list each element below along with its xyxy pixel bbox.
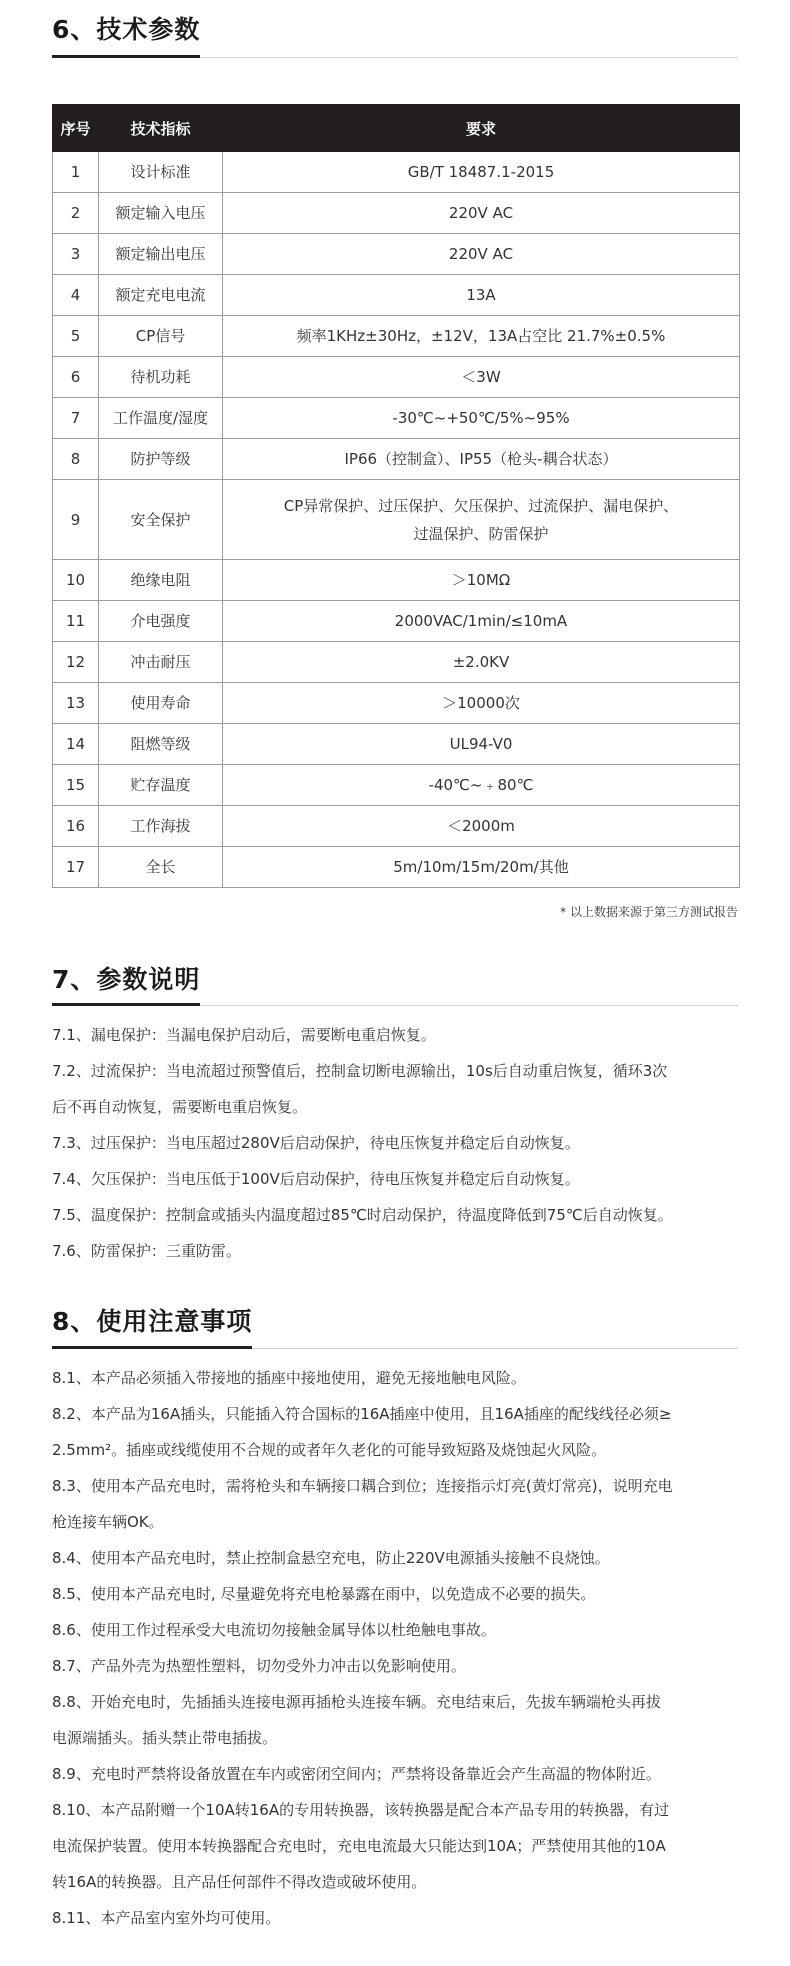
row-no: 12 bbox=[53, 642, 99, 683]
row-no: 3 bbox=[53, 234, 99, 275]
notice-line: 电流保护装置。使用本转换器配合充电时，充电电流最大只能达到10A；严禁使用其他的10A bbox=[52, 1837, 666, 1855]
row-name: 安全保护 bbox=[99, 480, 223, 560]
table-row bbox=[53, 439, 740, 480]
row-req: ＜2000m bbox=[223, 806, 740, 847]
row-name: 额定输出电压 bbox=[99, 234, 223, 275]
row-req: 2000VAC/1min/≤10mA bbox=[223, 601, 740, 642]
param-line: 7.4、欠压保护：当电压低于100V后启动保护，待电压恢复并稳定后自动恢复。 bbox=[52, 1170, 580, 1188]
row-name: 工作温度/湿度 bbox=[99, 398, 223, 439]
row-name: CP信号 bbox=[99, 316, 223, 357]
row-no: 7 bbox=[53, 398, 99, 439]
param-line: 7.1、漏电保护：当漏电保护启动后，需要断电重启恢复。 bbox=[52, 1026, 436, 1044]
row-no: 5 bbox=[53, 316, 99, 357]
table-row bbox=[53, 724, 740, 765]
table-row bbox=[53, 601, 740, 642]
row-no: 1 bbox=[53, 152, 99, 193]
row-name: 工作海拔 bbox=[99, 806, 223, 847]
notice-line: 8.11、本产品室内室外均可使用。 bbox=[52, 1909, 281, 1927]
table-row bbox=[53, 357, 740, 398]
row-name: 待机功耗 bbox=[99, 357, 223, 398]
row-name: 设计标准 bbox=[99, 152, 223, 193]
param-line: 7.2、过流保护：当电流超过预警值后，控制盒切断电源输出，10s后自动重启恢复，循环3次 bbox=[52, 1062, 668, 1080]
row-no: 16 bbox=[53, 806, 99, 847]
notice-line: 8.3、使用本产品充电时，需将枪头和车辆接口耦合到位；连接指示灯亮(黄灯常亮)，说明充电 bbox=[52, 1477, 673, 1495]
row-no: 15 bbox=[53, 765, 99, 806]
section-8-title: 8、使用注意事项 bbox=[52, 1307, 253, 1336]
row-req: -30℃~+50℃/5%~95% bbox=[223, 398, 740, 439]
row-no: 2 bbox=[53, 193, 99, 234]
table-header-row bbox=[53, 105, 740, 152]
row-req: GB/T 18487.1-2015 bbox=[223, 152, 740, 193]
notice-line: 8.10、本产品附赠一个10A转16A的专用转换器，该转换器是配合本产品专用的转换器，有过 bbox=[52, 1801, 670, 1819]
row-name: 防护等级 bbox=[99, 439, 223, 480]
section-6-accent bbox=[52, 55, 200, 58]
row-no: 10 bbox=[53, 560, 99, 601]
header-req: 要求 bbox=[223, 105, 740, 152]
notice-line: 8.4、使用本产品充电时，禁止控制盒悬空充电，防止220V电源插头接触不良烧蚀。 bbox=[52, 1549, 610, 1567]
section-6-title: 6、技术参数 bbox=[52, 15, 201, 44]
table-row bbox=[53, 193, 740, 234]
row-req: ＞10000次 bbox=[223, 683, 740, 724]
row-req: ＞10MΩ bbox=[223, 560, 740, 601]
tech-params-table bbox=[52, 104, 740, 888]
section-7-accent bbox=[52, 1003, 200, 1006]
table-row bbox=[53, 275, 740, 316]
table-row bbox=[53, 847, 740, 888]
table-row bbox=[53, 683, 740, 724]
row-name: 额定输入电压 bbox=[99, 193, 223, 234]
table-row bbox=[53, 480, 740, 560]
row-req: ＜3W bbox=[223, 357, 740, 398]
row-name: 贮存温度 bbox=[99, 765, 223, 806]
table-row bbox=[53, 234, 740, 275]
table-row bbox=[53, 316, 740, 357]
row-req: 220V AC bbox=[223, 193, 740, 234]
notice-line: 电源端插头。插头禁止带电插拔。 bbox=[52, 1729, 278, 1747]
table-row bbox=[53, 398, 740, 439]
row-req-line: 过温保护、防雷保护 bbox=[413, 524, 549, 543]
param-line: 后不再自动恢复，需要断电重启恢复。 bbox=[52, 1098, 308, 1116]
notice-line: 8.8、开始充电时，先插插头连接电源再插枪头连接车辆。充电结束后，先拔车辆端枪头再拔 bbox=[52, 1693, 661, 1711]
row-req bbox=[223, 480, 740, 560]
notice-line: 转16A的转换器。且产品任何部件不得改造或破坏使用。 bbox=[52, 1873, 427, 1891]
row-req: -40℃~﹢80℃ bbox=[223, 765, 740, 806]
table-row bbox=[53, 642, 740, 683]
row-no: 13 bbox=[53, 683, 99, 724]
section-8-accent bbox=[52, 1346, 252, 1349]
param-line: 7.3、过压保护：当电压超过280V后启动保护，待电压恢复并稳定后自动恢复。 bbox=[52, 1134, 580, 1152]
row-name: 阻燃等级 bbox=[99, 724, 223, 765]
row-no: 14 bbox=[53, 724, 99, 765]
notice-line: 2.5mm²。插座或线缆使用不合规的或者年久老化的可能导致短路及烧蚀起火风险。 bbox=[52, 1441, 607, 1459]
row-req: 13A bbox=[223, 275, 740, 316]
row-name: 介电强度 bbox=[99, 601, 223, 642]
row-name: 全长 bbox=[99, 847, 223, 888]
row-no: 11 bbox=[53, 601, 99, 642]
row-name: 绝缘电阻 bbox=[99, 560, 223, 601]
table-row bbox=[53, 765, 740, 806]
notice-line: 8.1、本产品必须插入带接地的插座中接地使用，避免无接地触电风险。 bbox=[52, 1369, 526, 1387]
notice-line: 8.9、充电时严禁将设备放置在车内或密闭空间内；严禁将设备靠近会产生高温的物体附近。 bbox=[52, 1765, 661, 1783]
row-name: 冲击耐压 bbox=[99, 642, 223, 683]
row-req: 5m/10m/15m/20m/其他 bbox=[223, 847, 740, 888]
section-8-body bbox=[52, 1360, 742, 1936]
row-req: 频率1KHz±30Hz，±12V，13A占空比 21.7%±0.5% bbox=[223, 316, 740, 357]
row-req: UL94-V0 bbox=[223, 724, 740, 765]
row-req: ±2.0KV bbox=[223, 642, 740, 683]
header-no: 序号 bbox=[53, 105, 99, 152]
row-no: 9 bbox=[53, 480, 99, 560]
section-7-body bbox=[52, 1017, 742, 1269]
notice-line: 8.5、使用本产品充电时, 尽量避免将充电枪暴露在雨中，以免造成不必要的损失。 bbox=[52, 1585, 596, 1603]
row-no: 8 bbox=[53, 439, 99, 480]
param-line: 7.6、防雷保护：三重防雷。 bbox=[52, 1242, 241, 1260]
row-name: 使用寿命 bbox=[99, 683, 223, 724]
param-line: 7.5、温度保护：控制盒或插头内温度超过85℃时启动保护，待温度降低到75℃后自动恢复。 bbox=[52, 1206, 673, 1224]
notice-line: 枪连接车辆OK。 bbox=[52, 1513, 164, 1531]
row-req: 220V AC bbox=[223, 234, 740, 275]
section-7-title: 7、参数说明 bbox=[52, 965, 201, 994]
row-no: 17 bbox=[53, 847, 99, 888]
table-row bbox=[53, 152, 740, 193]
row-name: 额定充电电流 bbox=[99, 275, 223, 316]
row-req-line: CP异常保护、过压保护、欠压保护、过流保护、漏电保护、 bbox=[283, 496, 679, 515]
row-req: IP66（控制盒）、IP55（枪头-耦合状态） bbox=[223, 439, 740, 480]
notice-line: 8.2、本产品为16A插头，只能插入符合国标的16A插座中使用，且16A插座的配线线径必须≥ bbox=[52, 1405, 672, 1423]
data-source-note: * 以上数据来源于第三方测试报告 bbox=[560, 905, 738, 919]
table-row bbox=[53, 560, 740, 601]
row-no: 4 bbox=[53, 275, 99, 316]
notice-line: 8.7、产品外壳为热塑性塑料，切勿受外力冲击以免影响使用。 bbox=[52, 1657, 466, 1675]
table-row bbox=[53, 806, 740, 847]
notice-line: 8.6、使用工作过程承受大电流切勿接触金属导体以杜绝触电事故。 bbox=[52, 1621, 496, 1639]
row-no: 6 bbox=[53, 357, 99, 398]
header-name: 技术指标 bbox=[99, 105, 223, 152]
